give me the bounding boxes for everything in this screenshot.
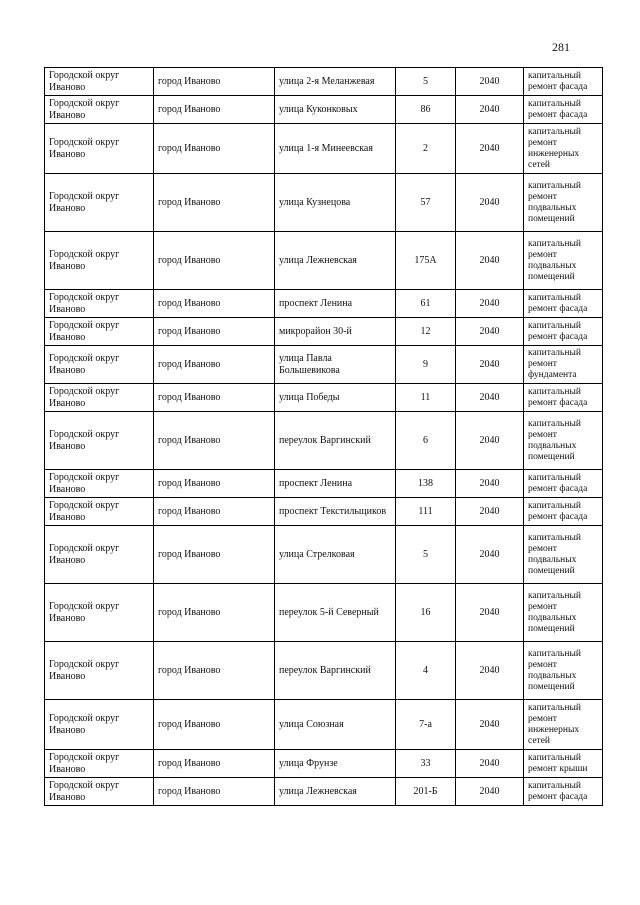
region-cell: Городской округ Иваново xyxy=(45,778,154,806)
year-cell: 2040 xyxy=(456,642,524,700)
city-cell: город Иваново xyxy=(154,290,275,318)
table-row xyxy=(45,700,603,750)
city-cell: город Иваново xyxy=(154,124,275,174)
work-type-cell: капитальный ремонт подвальных помещений xyxy=(524,232,603,290)
year-cell: 2040 xyxy=(456,232,524,290)
table-row xyxy=(45,290,603,318)
table-row xyxy=(45,412,603,470)
year-cell: 2040 xyxy=(456,498,524,526)
page-number: 281 xyxy=(552,40,570,54)
year-cell: 2040 xyxy=(456,346,524,384)
region-cell: Городской округ Иваново xyxy=(45,174,154,232)
city-cell: город Иваново xyxy=(154,346,275,384)
table-row xyxy=(45,778,603,806)
table-row xyxy=(45,68,603,96)
region-cell: Городской округ Иваново xyxy=(45,750,154,778)
year-cell: 2040 xyxy=(456,68,524,96)
region-cell: Городской округ Иваново xyxy=(45,412,154,470)
work-type-cell: капитальный ремонт инженерных сетей xyxy=(524,700,603,750)
table-row xyxy=(45,318,603,346)
year-cell: 2040 xyxy=(456,700,524,750)
year-cell: 2040 xyxy=(456,412,524,470)
table-body xyxy=(45,68,603,806)
table-row xyxy=(45,750,603,778)
street-cell: улица Лежневская xyxy=(275,778,396,806)
house-number-cell: 5 xyxy=(396,526,456,584)
year-cell: 2040 xyxy=(456,174,524,232)
city-cell: город Иваново xyxy=(154,584,275,642)
work-type-cell: капитальный ремонт фасада xyxy=(524,778,603,806)
house-number-cell: 86 xyxy=(396,96,456,124)
year-cell: 2040 xyxy=(456,750,524,778)
region-cell: Городской округ Иваново xyxy=(45,346,154,384)
street-cell: улица 1-я Минеевская xyxy=(275,124,396,174)
street-cell: улица Победы xyxy=(275,384,396,412)
street-cell: улица Стрелковая xyxy=(275,526,396,584)
street-cell: переулок Варгинский xyxy=(275,412,396,470)
street-cell: переулок Варгинский xyxy=(275,642,396,700)
year-cell: 2040 xyxy=(456,778,524,806)
table-row xyxy=(45,232,603,290)
house-number-cell: 9 xyxy=(396,346,456,384)
city-cell: город Иваново xyxy=(154,412,275,470)
street-cell: проспект Ленина xyxy=(275,470,396,498)
city-cell: город Иваново xyxy=(154,700,275,750)
house-number-cell: 175А xyxy=(396,232,456,290)
house-number-cell: 12 xyxy=(396,318,456,346)
city-cell: город Иваново xyxy=(154,68,275,96)
region-cell: Городской округ Иваново xyxy=(45,384,154,412)
region-cell: Городской округ Иваново xyxy=(45,232,154,290)
city-cell: город Иваново xyxy=(154,778,275,806)
work-type-cell: капитальный ремонт фасада xyxy=(524,318,603,346)
house-number-cell: 5 xyxy=(396,68,456,96)
work-type-cell: капитальный ремонт подвальных помещений xyxy=(524,584,603,642)
city-cell: город Иваново xyxy=(154,470,275,498)
house-number-cell: 111 xyxy=(396,498,456,526)
house-number-cell: 33 xyxy=(396,750,456,778)
city-cell: город Иваново xyxy=(154,318,275,346)
work-type-cell: капитальный ремонт фасада xyxy=(524,68,603,96)
street-cell: проспект Текстильщиков xyxy=(275,498,396,526)
year-cell: 2040 xyxy=(456,124,524,174)
street-cell: улица Павла Большевикова xyxy=(275,346,396,384)
year-cell: 2040 xyxy=(456,384,524,412)
work-type-cell: капитальный ремонт подвальных помещений xyxy=(524,526,603,584)
house-number-cell: 138 xyxy=(396,470,456,498)
table-row xyxy=(45,384,603,412)
house-number-cell: 2 xyxy=(396,124,456,174)
city-cell: город Иваново xyxy=(154,384,275,412)
city-cell: город Иваново xyxy=(154,642,275,700)
city-cell: город Иваново xyxy=(154,174,275,232)
year-cell: 2040 xyxy=(456,470,524,498)
region-cell: Городской округ Иваново xyxy=(45,584,154,642)
year-cell: 2040 xyxy=(456,290,524,318)
street-cell: улица Союзная xyxy=(275,700,396,750)
work-type-cell: капитальный ремонт подвальных помещений xyxy=(524,642,603,700)
year-cell: 2040 xyxy=(456,526,524,584)
region-cell: Городской округ Иваново xyxy=(45,498,154,526)
street-cell: переулок 5-й Северный xyxy=(275,584,396,642)
street-cell: улица 2-я Меланжевая xyxy=(275,68,396,96)
house-number-cell: 11 xyxy=(396,384,456,412)
table-row xyxy=(45,642,603,700)
street-cell: проспект Ленина xyxy=(275,290,396,318)
table-row xyxy=(45,526,603,584)
house-number-cell: 201-Б xyxy=(396,778,456,806)
repair-schedule-table xyxy=(44,67,603,806)
street-cell: улица Куконковых xyxy=(275,96,396,124)
house-number-cell: 4 xyxy=(396,642,456,700)
region-cell: Городской округ Иваново xyxy=(45,290,154,318)
city-cell: город Иваново xyxy=(154,96,275,124)
city-cell: город Иваново xyxy=(154,750,275,778)
table-row xyxy=(45,174,603,232)
region-cell: Городской округ Иваново xyxy=(45,526,154,584)
work-type-cell: капитальный ремонт фасада xyxy=(524,498,603,526)
street-cell: улица Кузнецова xyxy=(275,174,396,232)
work-type-cell: капитальный ремонт инженерных сетей xyxy=(524,124,603,174)
work-type-cell: капитальный ремонт крыши xyxy=(524,750,603,778)
region-cell: Городской округ Иваново xyxy=(45,96,154,124)
work-type-cell: капитальный ремонт фасада xyxy=(524,384,603,412)
house-number-cell: 6 xyxy=(396,412,456,470)
region-cell: Городской округ Иваново xyxy=(45,470,154,498)
year-cell: 2040 xyxy=(456,318,524,346)
table-row xyxy=(45,584,603,642)
work-type-cell: капитальный ремонт фасада xyxy=(524,290,603,318)
city-cell: город Иваново xyxy=(154,232,275,290)
street-cell: микрорайон 30-й xyxy=(275,318,396,346)
house-number-cell: 7-а xyxy=(396,700,456,750)
table-row xyxy=(45,470,603,498)
work-type-cell: капитальный ремонт фасада xyxy=(524,96,603,124)
region-cell: Городской округ Иваново xyxy=(45,318,154,346)
region-cell: Городской округ Иваново xyxy=(45,642,154,700)
work-type-cell: капитальный ремонт фундамента xyxy=(524,346,603,384)
street-cell: улица Фрунзе xyxy=(275,750,396,778)
year-cell: 2040 xyxy=(456,584,524,642)
region-cell: Городской округ Иваново xyxy=(45,68,154,96)
house-number-cell: 61 xyxy=(396,290,456,318)
street-cell: улица Лежневская xyxy=(275,232,396,290)
work-type-cell: капитальный ремонт фасада xyxy=(524,470,603,498)
table-row xyxy=(45,96,603,124)
work-type-cell: капитальный ремонт подвальных помещений xyxy=(524,412,603,470)
region-cell: Городской округ Иваново xyxy=(45,700,154,750)
house-number-cell: 16 xyxy=(396,584,456,642)
house-number-cell: 57 xyxy=(396,174,456,232)
work-type-cell: капитальный ремонт подвальных помещений xyxy=(524,174,603,232)
city-cell: город Иваново xyxy=(154,498,275,526)
table-row xyxy=(45,346,603,384)
year-cell: 2040 xyxy=(456,96,524,124)
region-cell: Городской округ Иваново xyxy=(45,124,154,174)
city-cell: город Иваново xyxy=(154,526,275,584)
table-row xyxy=(45,498,603,526)
table-row xyxy=(45,124,603,174)
